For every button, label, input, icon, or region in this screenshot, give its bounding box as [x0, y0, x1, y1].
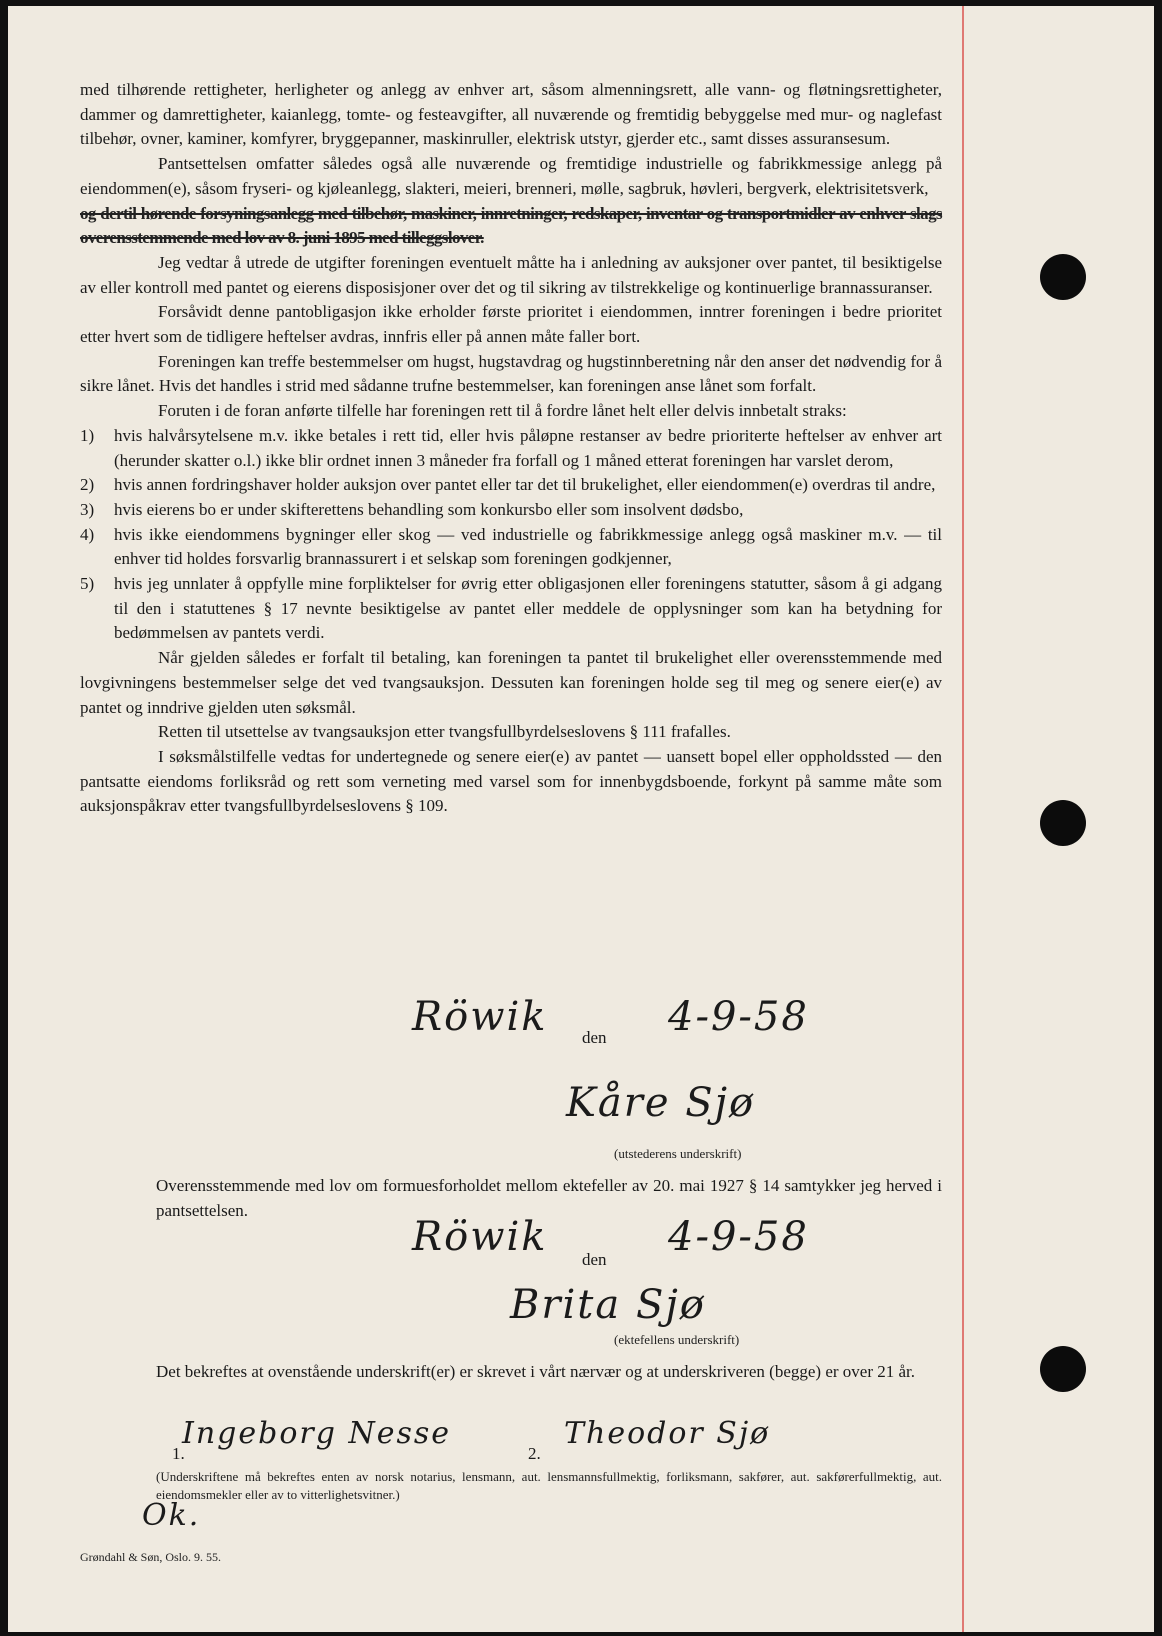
struck-text: og dertil hørende forsyningsanlegg med tilbehør, maskiner, innretninger, redskaper, inventar og transportmidler av enhver slags overensstemmende med lov av 8. juni 1895 med tilleggslover. [80, 203, 942, 248]
witness-statement [156, 1360, 942, 1385]
handwritten-date: 4-9-58 [668, 994, 809, 1040]
paragraph: Foruten i de foran anførte tilfelle har foreningen rett til å fordre lånet helt eller delvis innbetalt straks: [158, 401, 847, 421]
paragraph: Det bekreftes at ovenstående underskrift(er) er skrevet i vårt nærvær og at underskriveren (begge) er over 21 år. [156, 1362, 916, 1381]
handwritten-signature: Ingeborg Nesse [182, 1416, 452, 1451]
witness-note: (Underskriftene må bekreftes enten av norsk notarius, lensmann, aut. lensmannsfullmektig, forliksmann, sakfører, aut. sakførerfullmektig, aut. eiendomsmekler eller av to vitterlighetsvitner.) [156, 1469, 942, 1502]
paragraph: Retten til utsettelse av tvangsauksjon etter tvangsfullbyrdelseslovens § 111 frafalles. [158, 722, 731, 742]
paragraph: med tilhørende rettigheter, herligheter og anlegg av enhver art, såsom almenningsrett, alle vann- og fløtningsrettigheter, dammer og damrettigheter, kaianlegg, tomte- og festeavgifter, all nuværende og fremtidig bebyggelse med mur- og naglefast tilbehør, ovner, kaminer, komfyrer, bryggepanner, maskinruller, elektrisk utstyr, gjerder etc., samt disses assuransesum. [80, 80, 942, 149]
list-item [80, 498, 942, 523]
den-label: den [582, 1028, 607, 1047]
list-item [80, 424, 942, 473]
document-body [80, 78, 942, 819]
signature-caption: (utstederens underskrift) [614, 1146, 742, 1161]
item-text: hvis halvårsytelsene m.v. ikke betales i rett tid, eller hvis påløpne restanser av bedre prioriterte heftelser av enhver art (herunder skatter o.l.) ikke blir ordnet innen 3 måneder fra forfall og 1 måned etterat foreningen har varslet derom, [114, 425, 942, 470]
item-number: 3) [80, 499, 95, 519]
den-label: den [582, 1250, 607, 1269]
paragraph: Foreningen kan treffe bestemmelser om hugst, hugstavdrag og hugstinnberetning når den anser det nødvendig for å sikre lånet. Hvis det handles i strid med sådanne trufne bestemmelser, kan foreningen anse lånet som forfalt. [80, 351, 942, 396]
handwritten-signature: Theodor Sjø [564, 1416, 771, 1451]
list-item [80, 572, 942, 646]
punch-hole [1040, 800, 1086, 846]
list-item [80, 523, 942, 572]
witness-number: 2. [528, 1444, 541, 1463]
item-number: 5) [80, 574, 95, 594]
item-number: 2) [80, 475, 95, 495]
handwritten-signature: Kåre Sjø [566, 1080, 756, 1126]
handwritten-initials: Ok. [142, 1498, 201, 1533]
item-text: hvis eierens bo er under skifterettens behandling som konkursbo eller som insolvent dødsbo, [114, 499, 744, 519]
document-page [8, 6, 1154, 1632]
paragraph: Overensstemmende med lov om formuesforholdet mellom ektefeller av 20. mai 1927 § 14 samtykker jeg herved i pantsettelsen. [156, 1176, 942, 1220]
paragraph: I søksmålstilfelle vedtas for undertegnede og senere eier(e) av pantet — uansett bopel eller oppholdssted — den pantsatte eiendoms forliksråd og rett som verneting med varsel som for innenbygdsboende, forkynt på samme måte som auksjonspåkrav etter tvangsfullbyrdelseslovens § 109. [80, 746, 942, 816]
condition-list [80, 424, 942, 646]
paragraph: Forsåvidt denne pantobligasjon ikke erholder første prioritet i eiendommen, inntrer foreningen i bedre prioritet etter hvert som de tidligere heftelser avdras, innfris eller på annen måte faller bort. [80, 302, 942, 347]
paragraph: Jeg vedtar å utrede de utgifter foreningen eventuelt måtte ha i anledning av auksjoner over pantet, til besiktigelse av eller kontroll med pantet og eierens disposisjoner over det og til sikring av tilstrekkelige og kontinuerlige brannassuranser. [80, 252, 942, 297]
list-item [80, 473, 942, 498]
punch-hole [1040, 254, 1086, 300]
margin-line [962, 6, 964, 1632]
printer-imprint: Grøndahl & Søn, Oslo. 9. 55. [80, 1550, 221, 1564]
item-number: 4) [80, 524, 95, 544]
spouse-consent [156, 1174, 942, 1223]
handwritten-place: Röwik [412, 1214, 548, 1260]
witness-number: 1. [172, 1444, 185, 1463]
handwritten-place: Röwik [412, 994, 548, 1040]
punch-hole [1040, 1346, 1086, 1392]
paragraph: Pantsettelsen omfatter således også alle nuværende og fremtidige industrielle og fabrikkmessige anlegg på eiendommen(e), såsom fryseri- og kjøleanlegg, slakteri, meieri, brenneri, mølle, sagbruk, høvleri, bergverk, elektrisitetsverk, [80, 154, 942, 198]
item-text: hvis ikke eiendommens bygninger eller skog — ved industrielle og fabrikkmessige anlegg også maskiner m.v. — til enhver tid holdes forsvarlig brannassurert i et selskap som foreningen godkjenner, [114, 524, 942, 569]
paragraph: Når gjelden således er forfalt til betaling, kan foreningen ta pantet til brukelighet eller overensstemmende med lovgivningens bestemmelser selge det ved tvangsauksjon. Dessuten kan foreningen holde seg til meg og senere eier(e) av pantet og inndrive gjelden uten søksmål. [80, 648, 942, 717]
signature-caption: (ektefellens underskrift) [614, 1332, 740, 1347]
handwritten-date: 4-9-58 [668, 1214, 809, 1260]
item-number: 1) [80, 425, 95, 445]
item-text: hvis jeg unnlater å oppfylle mine forpliktelser for øvrig etter obligasjonen eller foreningens statutter, såsom å gi adgang til den i statuttenes § 17 nevnte besiktigelse av pantet eller meddele de opplysninger som kan ha betydning for bedømmelsen av pantets verdi. [114, 574, 942, 643]
handwritten-signature: Brita Sjø [510, 1282, 706, 1328]
item-text: hvis annen fordringshaver holder auksjon over pantet eller tar det til brukelighet, eller eiendommen(e) overdras til andre, [114, 475, 936, 495]
